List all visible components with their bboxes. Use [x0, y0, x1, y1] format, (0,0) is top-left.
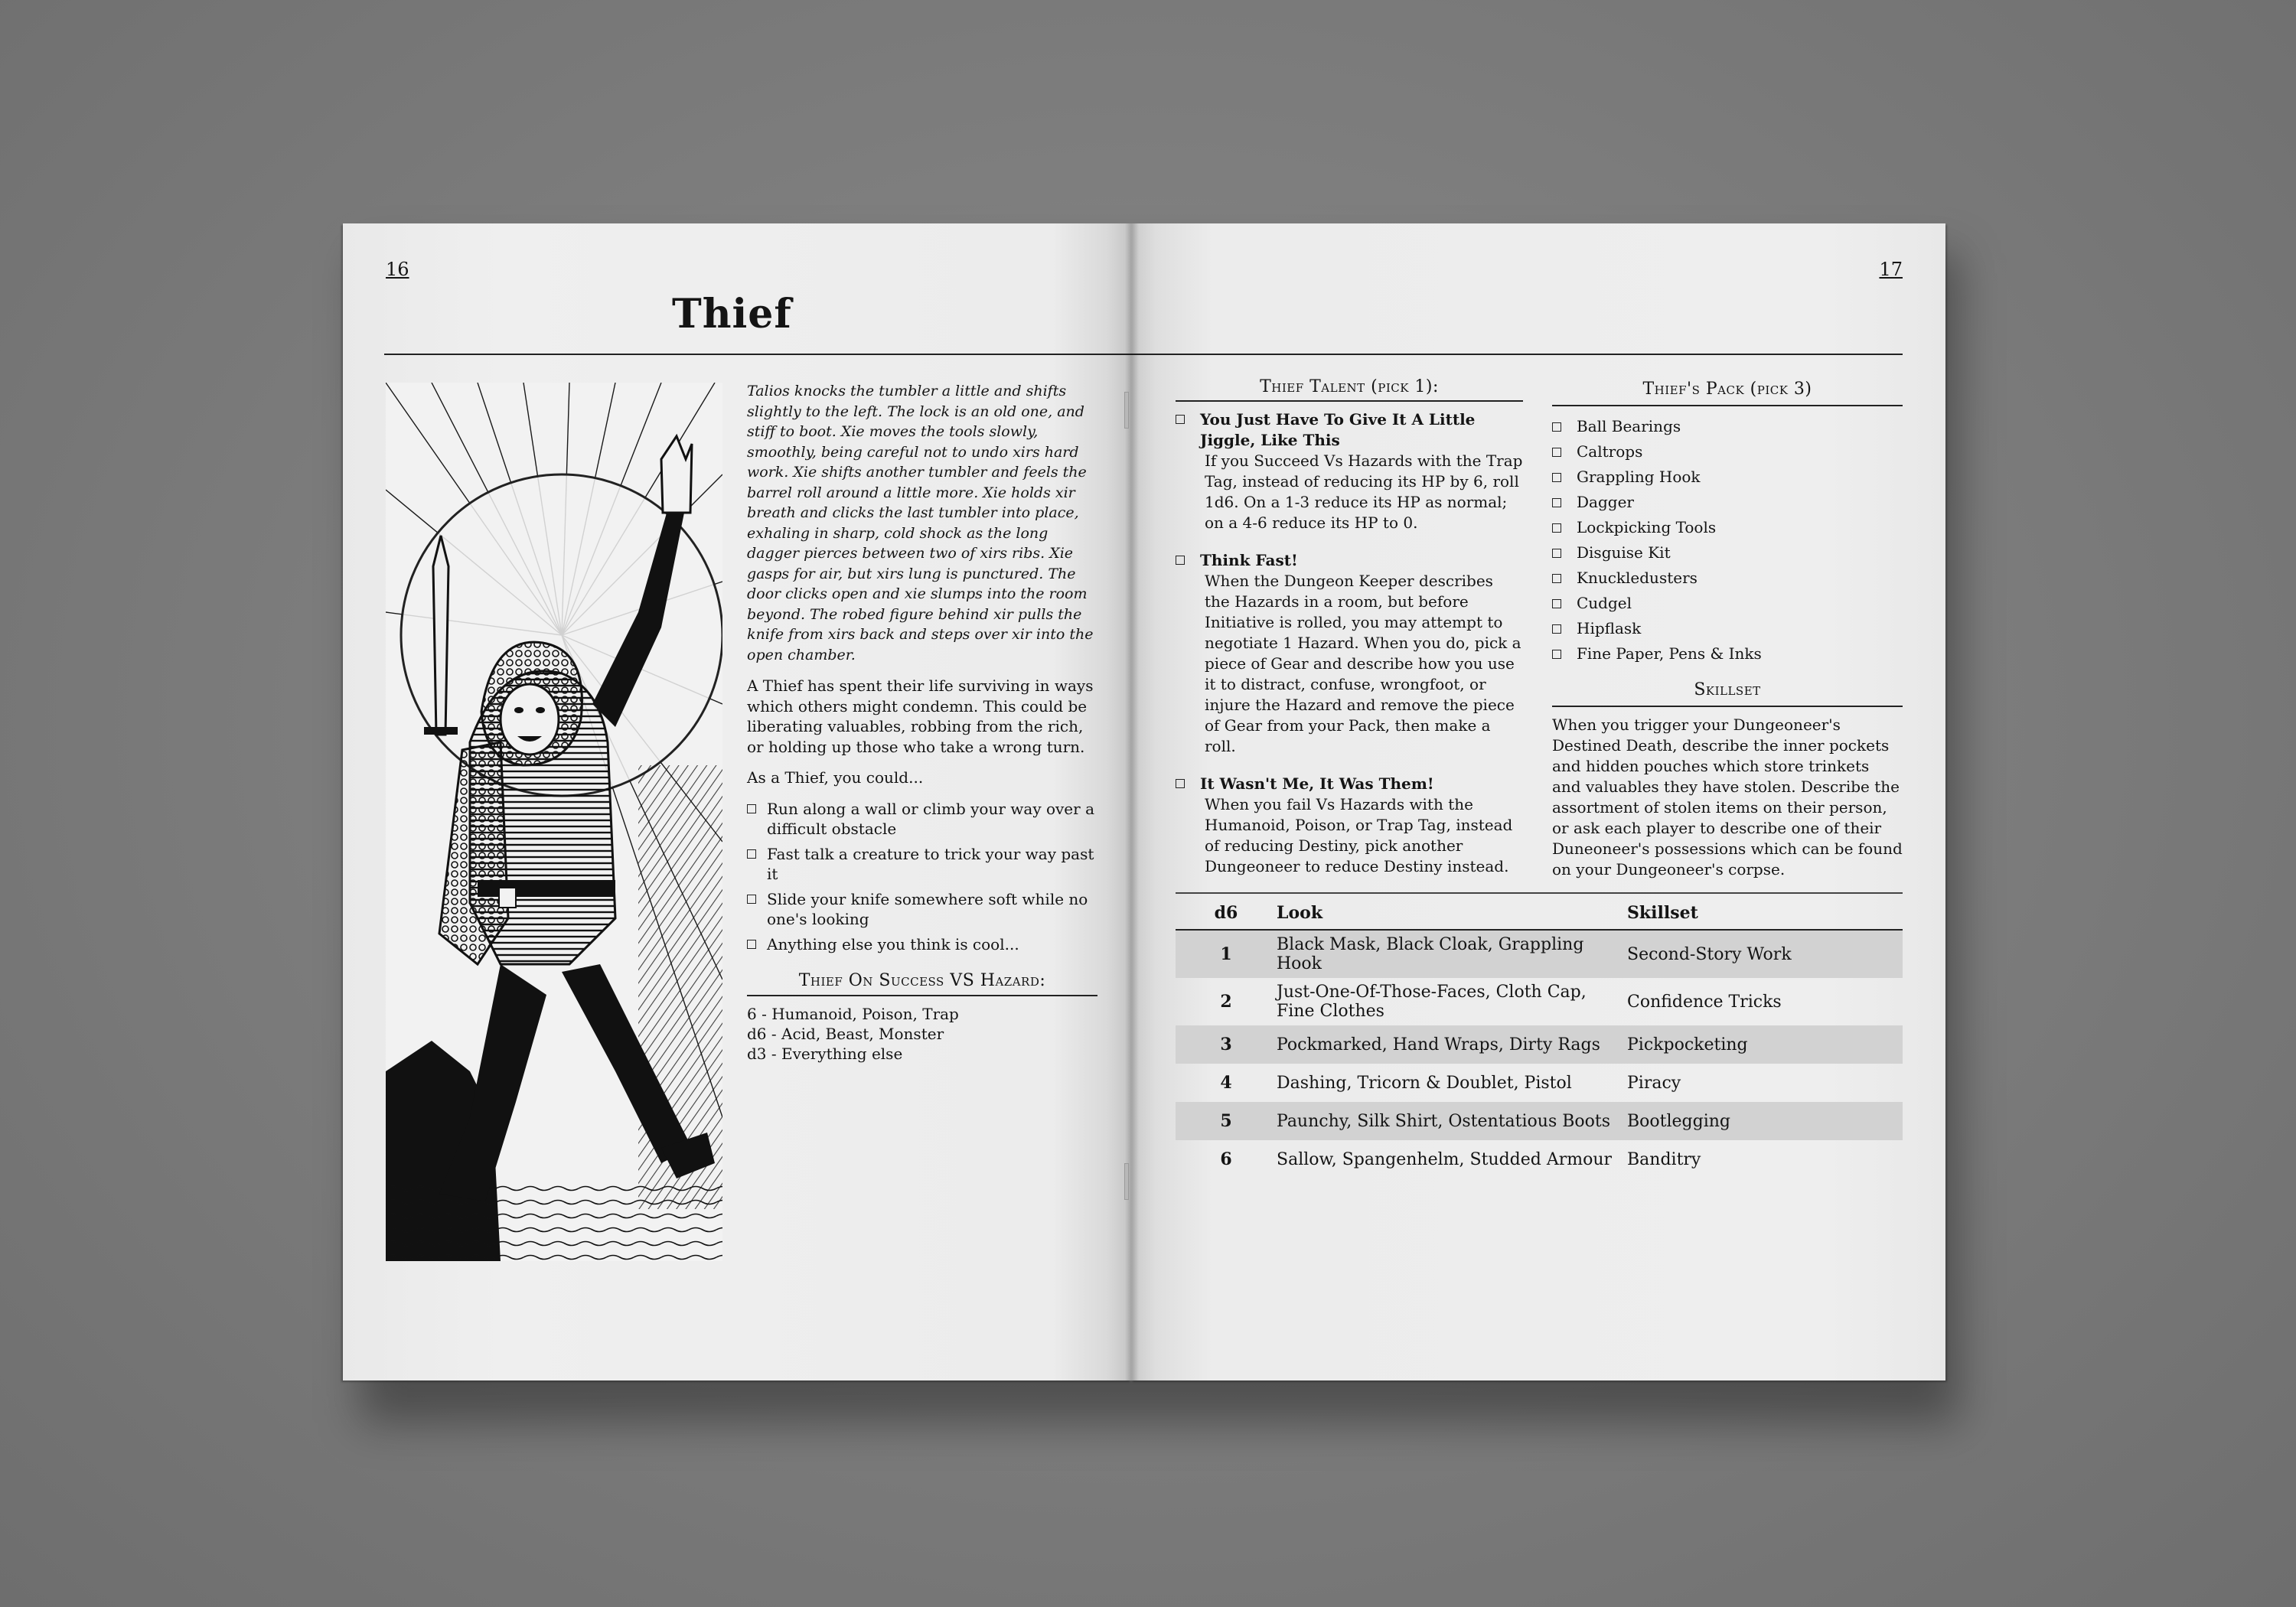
list-item: d3 - Everything else: [747, 1044, 903, 1063]
list-item: 6 - Humanoid, Poison, Trap: [747, 1004, 959, 1023]
list-item[interactable]: Caltrops: [1552, 439, 1903, 464]
table-row: 1 Black Mask, Black Cloak, Grappling Hook Second-Story Work: [1176, 930, 1903, 978]
skillset-text: When you trigger your Dungeoneer's Destined Death, describe the inner pockets and hidden pouches which store trinkets and valuables they have stolen. Describe the assortment of stolen items on their person, or ask each player to describe one of their Duneoneer's possessions which can be found on your Dungeoneer's corpse.: [1552, 715, 1903, 878]
talent-item[interactable]: [1176, 774, 1523, 877]
list-item: d6 - Acid, Beast, Monster: [747, 1024, 944, 1043]
left-page: [343, 223, 1131, 1380]
thief-illustration: [386, 383, 722, 1261]
skillset-heading: Skillset: [1552, 677, 1903, 707]
column-header-look: Look: [1277, 894, 1627, 930]
list-item[interactable]: Dagger: [1552, 490, 1903, 515]
talent-section: [1176, 376, 1523, 894]
list-item[interactable]: Anything else you think is cool...: [747, 934, 1097, 955]
table-row: 5 Paunchy, Silk Shirt, Ostentatious Boots Bootlegging: [1176, 1102, 1903, 1140]
right-page: [1131, 223, 1945, 1380]
page-number-left: 16: [386, 259, 409, 280]
list-item[interactable]: Slide your knife somewhere soft while no one's looking: [747, 889, 1097, 930]
talent-name: You Just Have To Give It A Little Jiggle, Like This: [1200, 410, 1476, 449]
class-description: A Thief has spent their life surviving in ways which others might condemn. This could be liberating valuables, robbing from the rich, or holding up those who take a wrong turn.: [747, 676, 1094, 756]
options-list: [747, 799, 1097, 955]
checkbox[interactable]: [1552, 473, 1561, 482]
column-header-skillset: Skillset: [1627, 894, 1903, 930]
checkbox[interactable]: [747, 849, 756, 859]
list-item[interactable]: Fast talk a creature to trick your way past it: [747, 844, 1097, 885]
checkbox[interactable]: [747, 804, 756, 813]
checkbox[interactable]: [1552, 599, 1561, 608]
pack-heading: Thief's Pack (pick 3): [1552, 376, 1903, 406]
list-item[interactable]: Knuckledusters: [1552, 566, 1903, 591]
checkbox[interactable]: [1552, 498, 1561, 507]
left-text-column: [747, 381, 1097, 1064]
page-number-right: 17: [1879, 259, 1903, 280]
talent-description: When the Dungeon Keeper describes the Hazards in a room, but before Initiative is rolled, you may attempt to negotiate 1 Hazard. When you do, pick a piece of Gear and describe how you use it to distract, confuse, wrongfoot, or injure the Hazard and remove the piece of Gear from your Pack, then make a roll.: [1205, 572, 1521, 755]
page-title: Thief: [672, 291, 792, 337]
checkbox[interactable]: [1552, 624, 1561, 634]
intro-vignette: Talios knocks the tumbler a little and shifts slightly to the left. The lock is an old one, and stiff to boot. Xie moves the tools slowly, smoothly, being careful not to undo xirs hard work. Xie shifts another tumbler and feels the barrel roll around a little more. Xie holds xir breath and clicks the last tumbler into place, exhaling in sharp, cold shock as the long dagger pierces between two of xirs ribs. Xie gasps for air, but xirs lung is punctured. The door clicks open and xie slumps into the room beyond. The robed figure behind xir pulls the knife from xirs back and steps over xir into the open chamber.: [747, 383, 1094, 663]
checkbox[interactable]: [1176, 556, 1185, 565]
list-item[interactable]: Run along a wall or climb your way over a difficult obstacle: [747, 799, 1097, 839]
column-header-d6: d6: [1176, 894, 1277, 930]
table-row: 3 Pockmarked, Hand Wraps, Dirty Rags Pickpocketing: [1176, 1025, 1903, 1064]
checkbox[interactable]: [1176, 779, 1185, 788]
talent-description: When you fail Vs Hazards with the Humanoid, Poison, or Trap Tag, instead of reducing Destiny, pick another Dungeoneer to reduce Destiny instead.: [1205, 795, 1513, 875]
checkbox[interactable]: [1552, 448, 1561, 457]
checkbox[interactable]: [1552, 523, 1561, 533]
options-lead: As a Thief, you could...: [747, 768, 924, 787]
checkbox[interactable]: [747, 895, 756, 904]
talent-item[interactable]: [1176, 409, 1523, 533]
pack-list: [1552, 414, 1903, 667]
table-header-row: [1176, 894, 1903, 930]
talent-item[interactable]: [1176, 550, 1523, 757]
table-row: 2 Just-One-Of-Those-Faces, Cloth Cap, Fine Clothes Confidence Tricks: [1220, 983, 1782, 1021]
look-skillset-table: [1176, 892, 1903, 1178]
staple: [1124, 1163, 1129, 1200]
checkbox[interactable]: [1552, 574, 1561, 583]
talent-heading: Thief Talent (pick 1):: [1176, 376, 1523, 402]
table-row: 4 Dashing, Tricorn & Doublet, Pistol Piracy: [1220, 1072, 1681, 1093]
checkbox[interactable]: [747, 940, 756, 949]
checkbox[interactable]: [1552, 549, 1561, 558]
list-item[interactable]: Fine Paper, Pens & Inks: [1552, 641, 1903, 667]
list-item[interactable]: Cudgel: [1552, 591, 1903, 616]
hazard-list: [747, 1004, 1097, 1064]
list-item[interactable]: Lockpicking Tools: [1552, 515, 1903, 540]
list-item[interactable]: Ball Bearings: [1552, 414, 1903, 439]
table-row: 6 Sallow, Spangenhelm, Studded Armour Banditry: [1220, 1149, 1701, 1169]
pack-section: [1552, 376, 1903, 880]
talent-name: Think Fast!: [1200, 551, 1298, 569]
title-rule-right: [1131, 354, 1903, 355]
checkbox[interactable]: [1176, 415, 1185, 424]
list-item[interactable]: Disguise Kit: [1552, 540, 1903, 566]
staple: [1124, 392, 1129, 429]
list-item[interactable]: Grappling Hook: [1552, 464, 1903, 490]
checkbox[interactable]: [1552, 422, 1561, 432]
checkbox[interactable]: [1552, 650, 1561, 659]
hazard-heading: Thief On Success VS Hazard:: [747, 971, 1097, 996]
talent-name: It Wasn't Me, It Was Them!: [1200, 774, 1434, 793]
title-rule: [384, 354, 1131, 355]
talent-description: If you Succeed Vs Hazards with the Trap Tag, instead of reducing its HP by 6, roll 1d6. On a 1-3 reduce its HP as normal; on a 4-6 reduce its HP to 0.: [1205, 451, 1523, 532]
list-item[interactable]: Hipflask: [1552, 616, 1903, 641]
